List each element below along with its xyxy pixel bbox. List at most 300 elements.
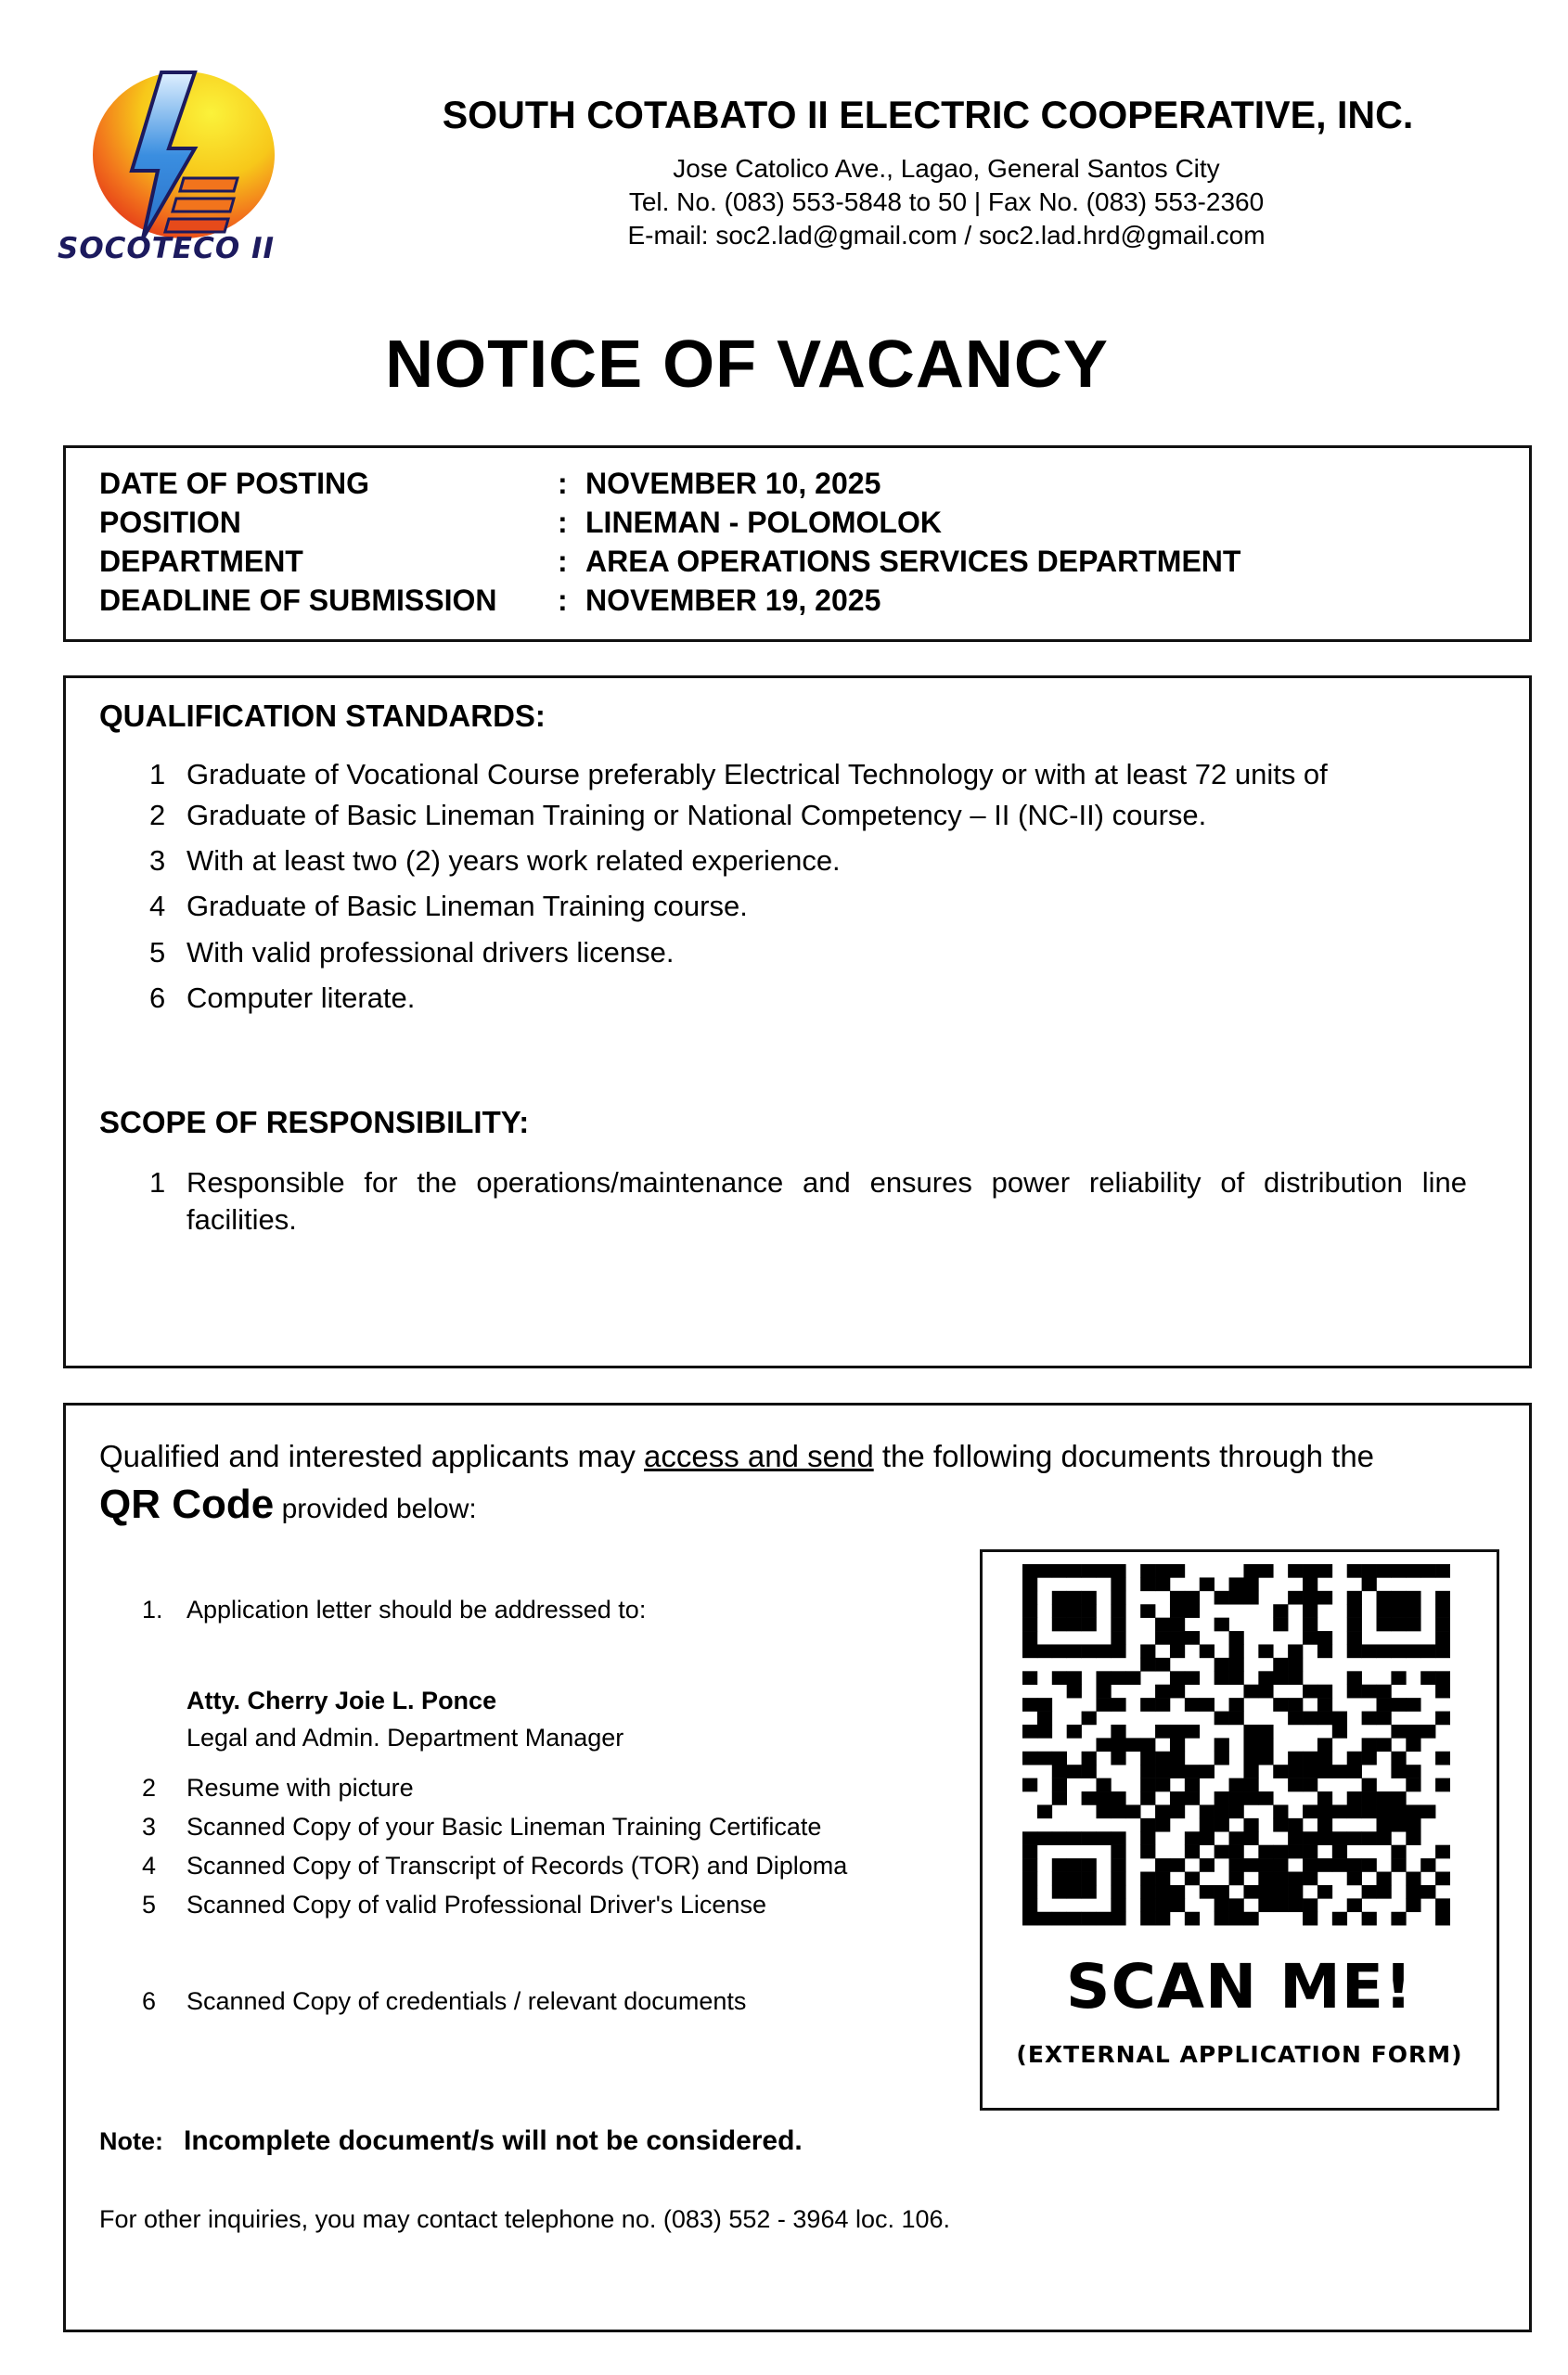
qr-module xyxy=(1243,1725,1258,1739)
qr-module xyxy=(1185,1591,1200,1605)
qr-module xyxy=(1170,1752,1185,1765)
qr-module xyxy=(1303,1765,1317,1778)
item-number: 5 xyxy=(149,936,166,969)
qr-module xyxy=(1229,1804,1244,1818)
qr-module xyxy=(1347,1631,1362,1645)
qr-module xyxy=(1170,1564,1185,1578)
qr-module xyxy=(1391,1791,1406,1805)
qr-module xyxy=(1288,1564,1303,1578)
qr-module xyxy=(1391,1818,1406,1832)
qr-module xyxy=(1362,1858,1377,1872)
qr-module xyxy=(1111,1898,1125,1912)
qr-module xyxy=(1420,1671,1435,1685)
qr-module xyxy=(1391,1752,1406,1765)
qr-module xyxy=(1215,1791,1229,1805)
qr-module xyxy=(1406,1618,1420,1632)
qr-module xyxy=(1229,1644,1244,1658)
qr-module xyxy=(1406,1872,1420,1886)
qr-module xyxy=(1435,1898,1450,1912)
qr-module xyxy=(1170,1631,1185,1645)
qr-module xyxy=(1170,1685,1185,1699)
qr-module xyxy=(1243,1858,1258,1872)
qr-module xyxy=(1185,1912,1200,1926)
item-text: Resume with picture xyxy=(186,1774,414,1802)
qr-module xyxy=(1140,1778,1155,1792)
qr-module xyxy=(1406,1778,1420,1792)
qr-module xyxy=(1111,1604,1125,1618)
qr-module xyxy=(1111,1858,1125,1872)
qr-module xyxy=(1347,1791,1362,1805)
qr-module xyxy=(1406,1804,1420,1818)
qr-module xyxy=(1200,1831,1215,1845)
qr-module xyxy=(1067,1644,1082,1658)
qr-module xyxy=(1347,1858,1362,1872)
qr-module xyxy=(1082,1604,1097,1618)
qr-module xyxy=(1258,1872,1273,1886)
qr-module xyxy=(1362,1804,1377,1818)
item-text: Scanned Copy of your Basic Lineman Training Certificate xyxy=(186,1813,822,1841)
qr-module xyxy=(1435,1564,1450,1578)
qr-module xyxy=(1037,1564,1052,1578)
qr-module xyxy=(1185,1872,1200,1886)
qr-module xyxy=(1215,1671,1229,1685)
qr-module xyxy=(1140,1898,1155,1912)
qr-module xyxy=(1170,1591,1185,1605)
note-text: Incomplete document/s will not be considered. xyxy=(184,2125,803,2156)
qr-module xyxy=(1435,1618,1450,1632)
qr-module xyxy=(1170,1644,1185,1658)
qr-module xyxy=(1111,1631,1125,1645)
qr-module xyxy=(1185,1631,1200,1645)
qr-module xyxy=(1037,1644,1052,1658)
item-number: 4 xyxy=(149,890,166,922)
qr-module xyxy=(1317,1712,1332,1726)
qr-module xyxy=(1170,1738,1185,1752)
qr-module xyxy=(1406,1818,1420,1832)
qr-module xyxy=(1288,1644,1303,1658)
qr-module xyxy=(1273,1604,1288,1618)
qualification-item xyxy=(149,982,415,1015)
qr-module xyxy=(1067,1858,1082,1872)
qr-module xyxy=(1391,1591,1406,1605)
qr-module xyxy=(1317,1765,1332,1778)
qr-module xyxy=(1067,1831,1082,1845)
intro-text: provided below: xyxy=(274,1494,477,1524)
qr-module xyxy=(1303,1778,1317,1792)
item-number: 1 xyxy=(149,758,166,790)
qr-module xyxy=(1435,1912,1450,1926)
document-item xyxy=(142,1813,821,1842)
qr-module xyxy=(1420,1858,1435,1872)
qr-module xyxy=(1377,1804,1392,1818)
qr-module xyxy=(1377,1685,1392,1699)
item-number: 3 xyxy=(142,1813,157,1841)
qr-module xyxy=(1052,1765,1067,1778)
qr-module xyxy=(1082,1618,1097,1632)
info-label: DATE OF POSTING xyxy=(99,467,369,500)
qr-module xyxy=(1377,1818,1392,1832)
qr-module xyxy=(1022,1885,1037,1899)
responsibility-heading: SCOPE OF RESPONSIBILITY: xyxy=(99,1105,530,1139)
qr-module xyxy=(1243,1738,1258,1752)
qr-module xyxy=(1362,1885,1377,1899)
qr-module xyxy=(1288,1845,1303,1859)
qr-module xyxy=(1332,1804,1347,1818)
qr-module xyxy=(1347,1618,1362,1632)
qr-module xyxy=(1420,1804,1435,1818)
qr-module xyxy=(1377,1872,1392,1886)
qr-module xyxy=(1258,1644,1273,1658)
qr-module xyxy=(1435,1752,1450,1765)
qr-module xyxy=(1273,1845,1288,1859)
qr-module xyxy=(1377,1885,1392,1899)
qr-module xyxy=(1022,1564,1037,1578)
qr-module xyxy=(1406,1591,1420,1605)
qr-module xyxy=(1096,1564,1111,1578)
qr-module xyxy=(1140,1845,1155,1859)
qr-module xyxy=(1185,1778,1200,1792)
qr-module xyxy=(1347,1591,1362,1605)
qr-module xyxy=(1096,1831,1111,1845)
qr-module xyxy=(1243,1564,1258,1578)
qr-module xyxy=(1332,1831,1347,1845)
qr-module xyxy=(1435,1778,1450,1792)
qr-module xyxy=(1258,1671,1273,1685)
qr-module xyxy=(1420,1725,1435,1739)
qr-module xyxy=(1362,1831,1377,1845)
qr-module xyxy=(1215,1804,1229,1818)
qr-module xyxy=(1435,1712,1450,1726)
qr-module xyxy=(1111,1698,1125,1712)
qr-module xyxy=(1140,1752,1155,1765)
qr-module xyxy=(1140,1658,1155,1672)
qr-module xyxy=(1258,1564,1273,1578)
qr-module xyxy=(1391,1698,1406,1712)
qr-module xyxy=(1082,1791,1097,1805)
qr-module xyxy=(1022,1898,1037,1912)
qr-module xyxy=(1140,1698,1155,1712)
qr-module xyxy=(1052,1604,1067,1618)
qr-module xyxy=(1111,1725,1125,1739)
qr-module xyxy=(1111,1885,1125,1899)
qr-module xyxy=(1317,1818,1332,1832)
qr-module xyxy=(1317,1804,1332,1818)
qr-module xyxy=(1140,1912,1155,1926)
qr-module xyxy=(1362,1712,1377,1726)
qr-module xyxy=(1140,1604,1155,1618)
qr-module xyxy=(1258,1858,1273,1872)
qr-module xyxy=(1082,1912,1097,1926)
qr-code-panel[interactable] xyxy=(980,1549,1499,2111)
qr-module xyxy=(1185,1725,1200,1739)
qr-module xyxy=(1347,1872,1362,1886)
qr-module xyxy=(1067,1591,1082,1605)
qr-module xyxy=(1288,1671,1303,1685)
qr-module xyxy=(1155,1698,1170,1712)
qr-module xyxy=(1362,1685,1377,1699)
qr-module xyxy=(1155,1818,1170,1832)
qr-module xyxy=(1391,1604,1406,1618)
qr-module xyxy=(1243,1752,1258,1765)
qr-module xyxy=(1200,1804,1215,1818)
qr-module xyxy=(1332,1725,1347,1739)
qr-module xyxy=(1125,1804,1140,1818)
qr-module xyxy=(1185,1604,1200,1618)
item-text: Graduate of Basic Lineman Training or National Competency – II (NC-II) course. xyxy=(186,799,1207,831)
qr-module xyxy=(1125,1738,1140,1752)
qr-module xyxy=(1125,1671,1140,1685)
qr-module xyxy=(1273,1858,1288,1872)
qr-module xyxy=(1303,1845,1317,1859)
qr-module xyxy=(1022,1618,1037,1632)
qr-module xyxy=(1391,1912,1406,1926)
info-colon: : xyxy=(558,545,568,578)
qr-module xyxy=(1229,1631,1244,1645)
intro-text: Qualified and interested applicants may xyxy=(99,1439,645,1473)
qr-module xyxy=(1067,1564,1082,1578)
qr-module xyxy=(1273,1818,1288,1832)
qr-module xyxy=(1155,1618,1170,1632)
qr-module xyxy=(1022,1912,1037,1926)
qr-module xyxy=(1273,1885,1288,1899)
qr-module xyxy=(1347,1671,1362,1685)
qr-module xyxy=(1303,1604,1317,1618)
qr-module xyxy=(1067,1885,1082,1899)
item-number: 5 xyxy=(142,1891,157,1919)
socoteco-logo xyxy=(54,67,304,266)
qr-module xyxy=(1377,1618,1392,1632)
qr-module xyxy=(1140,1791,1155,1805)
qr-module xyxy=(1170,1885,1185,1899)
note xyxy=(99,2125,803,2157)
qr-module xyxy=(1406,1604,1420,1618)
qr-module xyxy=(1317,1631,1332,1645)
qr-module xyxy=(1332,1765,1347,1778)
item-number: 6 xyxy=(142,1987,157,2015)
qr-module xyxy=(1288,1818,1303,1832)
qr-module xyxy=(1229,1671,1244,1685)
qr-module xyxy=(1082,1712,1097,1726)
qr-module xyxy=(1022,1604,1037,1618)
qr-module xyxy=(1377,1591,1392,1605)
qr-module xyxy=(1362,1912,1377,1926)
organization-email: E-mail: soc2.lad@gmail.com / soc2.lad.hrd@gmail.com xyxy=(627,221,1266,250)
qr-module xyxy=(1406,1725,1420,1739)
qr-module xyxy=(1243,1831,1258,1845)
qr-module xyxy=(1347,1604,1362,1618)
organization-address: Jose Catolico Ave., Lagao, General Santos City xyxy=(673,154,1220,183)
qr-module xyxy=(1111,1671,1125,1685)
qr-module xyxy=(1362,1752,1377,1765)
qr-module xyxy=(1362,1738,1377,1752)
qualifications-heading: QUALIFICATION STANDARDS: xyxy=(99,699,546,733)
qr-module xyxy=(1391,1618,1406,1632)
qr-module xyxy=(1082,1564,1097,1578)
qr-module xyxy=(1229,1791,1244,1805)
qr-module xyxy=(1140,1577,1155,1591)
qr-module xyxy=(1052,1671,1067,1685)
item-number: 4 xyxy=(142,1852,157,1880)
qr-module xyxy=(1229,1698,1244,1712)
qr-module xyxy=(1303,1712,1317,1726)
qr-module xyxy=(1155,1685,1170,1699)
qr-module xyxy=(1229,1778,1244,1792)
qr-module xyxy=(1067,1671,1082,1685)
qr-module xyxy=(1406,1738,1420,1752)
qr-module xyxy=(1288,1831,1303,1845)
qr-module xyxy=(1111,1872,1125,1886)
qr-module xyxy=(1096,1791,1111,1805)
item-number: 3 xyxy=(149,844,166,877)
qr-module xyxy=(1082,1831,1097,1845)
qr-module xyxy=(1022,1631,1037,1645)
qr-module xyxy=(1303,1577,1317,1591)
qr-module xyxy=(1037,1804,1052,1818)
qr-module xyxy=(1096,1738,1111,1752)
qr-module xyxy=(1435,1872,1450,1886)
qr-module xyxy=(1243,1818,1258,1832)
scan-me-label: SCAN ME! xyxy=(1065,1951,1414,2022)
qr-module xyxy=(1111,1912,1125,1926)
qr-module xyxy=(1332,1858,1347,1872)
qr-module xyxy=(1215,1752,1229,1765)
qr-module xyxy=(1347,1898,1362,1912)
qr-code[interactable] xyxy=(1022,1564,1450,1952)
qr-module xyxy=(1258,1725,1273,1739)
qr-module xyxy=(1037,1912,1052,1926)
qr-module xyxy=(1406,1885,1420,1899)
qr-module xyxy=(1258,1738,1273,1752)
qr-module xyxy=(1067,1604,1082,1618)
item-number: 1 xyxy=(149,1166,166,1199)
qr-module xyxy=(1111,1618,1125,1632)
responsibility-item xyxy=(149,1164,1467,1239)
organization-phone: Tel. No. (083) 553-5848 to 50 | Fax No. (083) 553-2360 xyxy=(628,187,1265,216)
qr-module xyxy=(1140,1564,1155,1578)
qr-module xyxy=(1303,1631,1317,1645)
qr-module xyxy=(1200,1818,1215,1832)
item-text: Application letter should be addressed to: xyxy=(186,1596,647,1624)
qr-module xyxy=(1022,1752,1037,1765)
info-label: DEADLINE OF SUBMISSION xyxy=(99,584,497,617)
qr-module xyxy=(1082,1591,1097,1605)
qr-module xyxy=(1243,1778,1258,1792)
qr-module xyxy=(1317,1591,1332,1605)
qr-module xyxy=(1332,1912,1347,1926)
qr-module xyxy=(1140,1885,1155,1899)
info-value: AREA OPERATIONS SERVICES DEPARTMENT xyxy=(585,545,1241,578)
qr-module xyxy=(1243,1577,1258,1591)
qr-module xyxy=(1067,1685,1082,1699)
qr-module xyxy=(1052,1644,1067,1658)
qr-module xyxy=(1215,1845,1229,1859)
qr-module xyxy=(1170,1898,1185,1912)
qr-module xyxy=(1140,1831,1155,1845)
qr-module xyxy=(1288,1765,1303,1778)
qr-module xyxy=(1170,1618,1185,1632)
qr-module xyxy=(1273,1658,1288,1672)
qr-module xyxy=(1273,1872,1288,1886)
qr-module xyxy=(1155,1872,1170,1886)
qr-module xyxy=(1096,1698,1111,1712)
qr-module xyxy=(1215,1712,1229,1726)
qr-module xyxy=(1243,1685,1258,1699)
qr-module xyxy=(1332,1845,1347,1859)
qr-module xyxy=(1229,1658,1244,1672)
qr-module xyxy=(1052,1778,1067,1792)
qr-module xyxy=(1155,1658,1170,1672)
qr-module xyxy=(1229,1912,1244,1926)
qr-module xyxy=(1082,1872,1097,1886)
qr-module xyxy=(1243,1885,1258,1899)
external-application-form-label: (EXTERNAL APPLICATION FORM) xyxy=(1016,2041,1463,2068)
qr-module xyxy=(1317,1698,1332,1712)
qr-module xyxy=(1096,1804,1111,1818)
qr-module xyxy=(1229,1577,1244,1591)
qr-module xyxy=(1140,1738,1155,1752)
item-number: 2 xyxy=(142,1774,157,1802)
qr-module xyxy=(1347,1644,1362,1658)
qr-module xyxy=(1111,1577,1125,1591)
document-item xyxy=(142,1852,847,1881)
qr-module xyxy=(1170,1791,1185,1805)
vacancy-info-box xyxy=(63,445,1532,642)
qr-module xyxy=(1111,1591,1125,1605)
qr-module xyxy=(1435,1685,1450,1699)
qr-module xyxy=(1155,1631,1170,1645)
qr-module xyxy=(1273,1765,1288,1778)
item-text: Graduate of Basic Lineman Training course. xyxy=(186,890,748,922)
qr-module xyxy=(1155,1898,1170,1912)
qr-module xyxy=(1185,1791,1200,1805)
qr-module xyxy=(1215,1591,1229,1605)
qr-module xyxy=(1185,1765,1200,1778)
qr-module xyxy=(1303,1804,1317,1818)
qr-module xyxy=(1052,1752,1067,1765)
qr-module xyxy=(1332,1712,1347,1726)
qr-module xyxy=(1111,1845,1125,1859)
qualification-item xyxy=(149,890,748,923)
item-text: Scanned Copy of valid Professional Driver's License xyxy=(186,1891,766,1919)
qr-module xyxy=(1200,1885,1215,1899)
qr-module xyxy=(1155,1858,1170,1872)
qr-module xyxy=(1229,1898,1244,1912)
qr-module xyxy=(1096,1644,1111,1658)
item-text: Graduate of Vocational Course preferably Electrical Technology or with at least 72 units of xyxy=(186,758,1328,790)
qr-module xyxy=(1258,1791,1273,1805)
inquiry-contact: For other inquiries, you may contact telephone no. (083) 552 - 3964 loc. 106. xyxy=(99,2205,951,2233)
qr-module xyxy=(1406,1698,1420,1712)
qr-module xyxy=(1288,1885,1303,1899)
qr-module xyxy=(1140,1872,1155,1886)
qr-module xyxy=(1155,1577,1170,1591)
qr-module xyxy=(1022,1778,1037,1792)
qr-module xyxy=(1435,1604,1450,1618)
item-text: With at least two (2) years work related experience. xyxy=(186,844,841,877)
qr-module xyxy=(1170,1725,1185,1739)
qr-module xyxy=(1391,1671,1406,1685)
qr-module xyxy=(1022,1831,1037,1845)
qr-module xyxy=(1303,1752,1317,1765)
qr-module xyxy=(1391,1725,1406,1739)
qr-module xyxy=(1052,1618,1067,1632)
qr-module xyxy=(1229,1845,1244,1859)
qr-module xyxy=(1317,1858,1332,1872)
qr-module xyxy=(1111,1738,1125,1752)
qr-module xyxy=(1215,1818,1229,1832)
qr-module xyxy=(1037,1752,1052,1765)
qr-module xyxy=(1406,1765,1420,1778)
